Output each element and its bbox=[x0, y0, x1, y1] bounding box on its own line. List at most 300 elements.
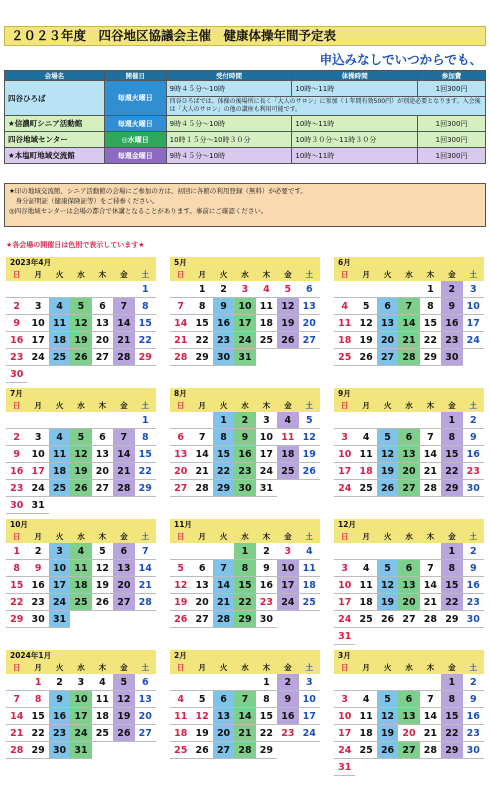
month-label: 8月 bbox=[170, 388, 320, 400]
day-cell: 3 bbox=[334, 691, 355, 708]
day-cell: 20 bbox=[170, 463, 191, 480]
weekday-label: 日 bbox=[170, 531, 191, 543]
weekday-label: 金 bbox=[113, 531, 134, 543]
venue-name: 四谷ひろば bbox=[5, 81, 105, 116]
weekday-label: 木 bbox=[420, 269, 441, 281]
day-cell: 28 bbox=[170, 349, 191, 366]
day-cell: 15 bbox=[191, 315, 212, 332]
month-label: 5月 bbox=[170, 257, 320, 269]
day-cell: 8 bbox=[27, 691, 48, 708]
day-cell: 31 bbox=[334, 628, 355, 645]
day-cell: 10 bbox=[299, 691, 320, 708]
day-cell: 23 bbox=[6, 349, 27, 366]
day-cell: 25 bbox=[334, 349, 355, 366]
day-cell: 26 bbox=[377, 480, 398, 497]
day-cell: 24 bbox=[334, 742, 355, 759]
day-cell: 9 bbox=[49, 691, 70, 708]
day-cell: 17 bbox=[277, 577, 298, 594]
empty-cell bbox=[170, 281, 191, 298]
weekday-label: 土 bbox=[299, 531, 320, 543]
day-cell: 26 bbox=[170, 611, 191, 628]
day-cell: 16 bbox=[6, 463, 27, 480]
day-cell: 24 bbox=[70, 725, 91, 742]
day-cell: 19 bbox=[377, 594, 398, 611]
day-cell: 17 bbox=[463, 315, 484, 332]
day-cell: 5 bbox=[377, 691, 398, 708]
day-cell: 11 bbox=[49, 315, 70, 332]
day-cell: 28 bbox=[234, 742, 255, 759]
day-cell: 17 bbox=[334, 725, 355, 742]
day-cell: 30 bbox=[27, 611, 48, 628]
day-cell: 13 bbox=[92, 446, 113, 463]
day-cell: 2 bbox=[49, 674, 70, 691]
day-cell: 14 bbox=[234, 708, 255, 725]
day-cell: 16 bbox=[234, 446, 255, 463]
day-cell: 3 bbox=[277, 543, 298, 560]
weekday-label: 月 bbox=[355, 269, 376, 281]
month-calendar bbox=[170, 650, 320, 759]
day-cell: 8 bbox=[6, 560, 27, 577]
weekday-label: 水 bbox=[398, 531, 419, 543]
day-cell: 15 bbox=[441, 577, 462, 594]
venue-day: 毎週金曜日 bbox=[104, 148, 166, 164]
day-cell: 28 bbox=[113, 480, 134, 497]
day-cell: 19 bbox=[299, 446, 320, 463]
exercise-time: 10時３０分～11時３０分 bbox=[292, 132, 418, 148]
month-calendar bbox=[6, 388, 156, 514]
day-cell: 8 bbox=[441, 429, 462, 446]
day-cell: 24 bbox=[334, 611, 355, 628]
month-label: 9月 bbox=[334, 388, 484, 400]
day-cell: 27 bbox=[398, 742, 419, 759]
day-cell: 27 bbox=[213, 742, 234, 759]
weekday-label: 火 bbox=[377, 531, 398, 543]
day-cell: 22 bbox=[191, 332, 212, 349]
day-cell: 26 bbox=[377, 742, 398, 759]
schedule-row bbox=[5, 148, 486, 164]
day-cell: 24 bbox=[334, 480, 355, 497]
day-cell: 2 bbox=[463, 412, 484, 429]
weekday-label: 月 bbox=[27, 400, 48, 412]
day-cell: 13 bbox=[213, 708, 234, 725]
day-cell: 28 bbox=[135, 594, 156, 611]
weekday-label: 月 bbox=[191, 269, 212, 281]
weekday-label: 日 bbox=[170, 269, 191, 281]
day-cell: 22 bbox=[135, 332, 156, 349]
col-venue: 会場名 bbox=[5, 71, 105, 81]
day-cell: 21 bbox=[420, 594, 441, 611]
weekday-label: 木 bbox=[420, 531, 441, 543]
venue-day: ◎水曜日 bbox=[104, 132, 166, 148]
day-cell: 9 bbox=[6, 315, 27, 332]
day-cell: 30 bbox=[234, 480, 255, 497]
day-cell: 12 bbox=[70, 315, 91, 332]
day-cell: 23 bbox=[256, 594, 277, 611]
empty-cell bbox=[355, 412, 376, 429]
weekday-label: 火 bbox=[49, 662, 70, 674]
day-cell: 8 bbox=[213, 429, 234, 446]
day-cell: 6 bbox=[377, 298, 398, 315]
weekday-label: 土 bbox=[135, 400, 156, 412]
empty-cell bbox=[113, 281, 134, 298]
month-label: 10月 bbox=[6, 519, 156, 531]
day-cell: 13 bbox=[92, 315, 113, 332]
empty-cell bbox=[334, 674, 355, 691]
day-cell: 2 bbox=[213, 281, 234, 298]
empty-cell bbox=[213, 674, 234, 691]
empty-cell bbox=[377, 674, 398, 691]
month-label: 6月 bbox=[334, 257, 484, 269]
weekday-label: 日 bbox=[170, 662, 191, 674]
day-cell: 16 bbox=[277, 708, 298, 725]
note-line: ★印の地域交流館、シニア活動館の会場にご参加の方は、初回に各館の利用登録（無料）が必要です。 bbox=[9, 187, 307, 195]
day-cell: 4 bbox=[70, 543, 91, 560]
day-cell: 12 bbox=[377, 708, 398, 725]
schedule-header-row bbox=[5, 71, 486, 81]
day-cell: 1 bbox=[191, 281, 212, 298]
day-cell: 14 bbox=[113, 446, 134, 463]
month-calendar bbox=[6, 519, 156, 628]
day-cell: 10 bbox=[234, 298, 255, 315]
day-cell: 5 bbox=[70, 298, 91, 315]
page-title: ２０２３年度 四谷地区協議会主催 健康体操年間予定表 bbox=[4, 26, 486, 46]
empty-cell bbox=[334, 543, 355, 560]
day-cell: 4 bbox=[355, 429, 376, 446]
venue-note: 四谷ひろばでは、体操の後場所に長く「大人のサロン」に参加（１年間有効500円）が別途必要となります。入会後は「大人のサロン」の他の講座も利用可能です。 bbox=[166, 97, 485, 116]
day-cell: 8 bbox=[420, 298, 441, 315]
day-cell: 6 bbox=[113, 543, 134, 560]
day-cell: 7 bbox=[113, 298, 134, 315]
weekday-label: 月 bbox=[191, 400, 212, 412]
day-cell: 26 bbox=[355, 349, 376, 366]
day-cell: 6 bbox=[398, 560, 419, 577]
day-cell: 15 bbox=[6, 577, 27, 594]
day-cell: 27 bbox=[92, 480, 113, 497]
day-cell: 21 bbox=[420, 725, 441, 742]
day-cell: 15 bbox=[256, 708, 277, 725]
day-cell: 25 bbox=[170, 742, 191, 759]
day-cell: 3 bbox=[299, 674, 320, 691]
day-cell: 20 bbox=[377, 332, 398, 349]
day-cell: 30 bbox=[463, 611, 484, 628]
day-cell: 30 bbox=[6, 497, 27, 514]
day-cell: 7 bbox=[420, 429, 441, 446]
month-label: 12月 bbox=[334, 519, 484, 531]
day-cell: 18 bbox=[355, 463, 376, 480]
day-cell: 21 bbox=[113, 332, 134, 349]
weekday-label: 土 bbox=[463, 269, 484, 281]
day-cell: 26 bbox=[70, 349, 91, 366]
weekday-label: 木 bbox=[420, 400, 441, 412]
day-cell: 22 bbox=[441, 725, 462, 742]
day-cell: 13 bbox=[113, 560, 134, 577]
exercise-time: 10時～11時 bbox=[292, 81, 418, 97]
weekday-label: 日 bbox=[6, 269, 27, 281]
month-calendar bbox=[6, 257, 156, 383]
day-cell: 29 bbox=[135, 480, 156, 497]
day-cell: 13 bbox=[191, 577, 212, 594]
empty-cell bbox=[398, 281, 419, 298]
day-cell: 18 bbox=[170, 725, 191, 742]
day-cell: 14 bbox=[135, 560, 156, 577]
weekday-label: 土 bbox=[135, 662, 156, 674]
day-cell: 26 bbox=[277, 332, 298, 349]
weekday-label: 木 bbox=[92, 400, 113, 412]
weekday-label: 水 bbox=[70, 400, 91, 412]
fee: 1回300円 bbox=[418, 132, 486, 148]
day-cell: 2 bbox=[27, 543, 48, 560]
weekday-label: 金 bbox=[441, 662, 462, 674]
day-cell: 21 bbox=[170, 332, 191, 349]
day-cell: 27 bbox=[191, 611, 212, 628]
month-calendar bbox=[170, 388, 320, 497]
day-cell: 9 bbox=[256, 560, 277, 577]
day-cell: 21 bbox=[6, 725, 27, 742]
notes-box bbox=[4, 183, 486, 227]
day-cell: 24 bbox=[299, 725, 320, 742]
day-cell: 28 bbox=[6, 742, 27, 759]
day-cell: 23 bbox=[463, 594, 484, 611]
day-cell: 10 bbox=[70, 691, 91, 708]
day-cell: 29 bbox=[441, 480, 462, 497]
day-cell: 2 bbox=[463, 543, 484, 560]
day-cell: 20 bbox=[398, 725, 419, 742]
weekday-label: 水 bbox=[398, 269, 419, 281]
empty-cell bbox=[355, 281, 376, 298]
day-cell: 18 bbox=[256, 315, 277, 332]
day-cell: 13 bbox=[398, 577, 419, 594]
day-cell: 22 bbox=[135, 463, 156, 480]
weekday-label: 金 bbox=[113, 662, 134, 674]
day-cell: 23 bbox=[277, 725, 298, 742]
day-cell: 7 bbox=[170, 298, 191, 315]
month-calendar bbox=[6, 650, 156, 759]
day-cell: 29 bbox=[213, 480, 234, 497]
empty-cell bbox=[377, 412, 398, 429]
day-cell: 22 bbox=[256, 725, 277, 742]
empty-cell bbox=[213, 543, 234, 560]
empty-cell bbox=[191, 543, 212, 560]
day-cell: 21 bbox=[398, 332, 419, 349]
day-cell: 10 bbox=[334, 708, 355, 725]
note-line: 身分証明証（健康保険証等）をご持参ください。 bbox=[9, 197, 159, 205]
weekday-label: 日 bbox=[334, 531, 355, 543]
day-cell: 23 bbox=[441, 332, 462, 349]
weekday-label: 火 bbox=[49, 531, 70, 543]
month-label: 2月 bbox=[170, 650, 320, 662]
day-cell: 1 bbox=[256, 674, 277, 691]
day-cell: 16 bbox=[441, 315, 462, 332]
day-cell: 11 bbox=[277, 429, 298, 446]
day-cell: 4 bbox=[355, 560, 376, 577]
day-cell: 29 bbox=[191, 349, 212, 366]
day-cell: 25 bbox=[70, 594, 91, 611]
month-label: 7月 bbox=[6, 388, 156, 400]
weekday-label: 金 bbox=[277, 400, 298, 412]
day-cell: 23 bbox=[234, 463, 255, 480]
day-cell: 23 bbox=[213, 332, 234, 349]
day-cell: 8 bbox=[441, 691, 462, 708]
day-cell: 19 bbox=[377, 463, 398, 480]
day-cell: 25 bbox=[49, 480, 70, 497]
day-cell: 30 bbox=[213, 349, 234, 366]
empty-cell bbox=[6, 412, 27, 429]
day-cell: 30 bbox=[441, 349, 462, 366]
empty-cell bbox=[398, 674, 419, 691]
day-cell: 10 bbox=[277, 560, 298, 577]
weekday-label: 月 bbox=[27, 269, 48, 281]
schedule-row bbox=[5, 81, 486, 97]
day-cell: 10 bbox=[334, 446, 355, 463]
day-cell: 13 bbox=[299, 298, 320, 315]
day-cell: 9 bbox=[234, 429, 255, 446]
day-cell: 24 bbox=[277, 594, 298, 611]
weekday-label: 土 bbox=[299, 662, 320, 674]
day-cell: 19 bbox=[377, 725, 398, 742]
weekday-label: 火 bbox=[377, 662, 398, 674]
day-cell: 12 bbox=[377, 446, 398, 463]
empty-cell bbox=[70, 281, 91, 298]
weekday-label: 水 bbox=[398, 400, 419, 412]
day-cell: 26 bbox=[191, 742, 212, 759]
day-cell: 12 bbox=[299, 429, 320, 446]
day-cell: 5 bbox=[377, 560, 398, 577]
month-label: 3月 bbox=[334, 650, 484, 662]
weekday-label: 金 bbox=[441, 400, 462, 412]
fee: 1回300円 bbox=[418, 116, 486, 132]
empty-cell bbox=[234, 674, 255, 691]
day-cell: 21 bbox=[135, 577, 156, 594]
day-cell: 7 bbox=[191, 429, 212, 446]
weekday-label: 土 bbox=[463, 531, 484, 543]
day-cell: 27 bbox=[170, 480, 191, 497]
day-cell: 24 bbox=[256, 463, 277, 480]
schedule-row bbox=[5, 116, 486, 132]
day-cell: 15 bbox=[441, 446, 462, 463]
day-cell: 16 bbox=[463, 446, 484, 463]
day-cell: 10 bbox=[27, 315, 48, 332]
venue-name: ★信濃町シニア活動館 bbox=[5, 116, 105, 132]
day-cell: 15 bbox=[135, 446, 156, 463]
day-cell: 17 bbox=[334, 463, 355, 480]
reception-time: 9時４５分～10時 bbox=[166, 148, 292, 164]
weekday-label: 水 bbox=[234, 662, 255, 674]
empty-cell bbox=[70, 412, 91, 429]
day-cell: 14 bbox=[113, 315, 134, 332]
day-cell: 8 bbox=[256, 691, 277, 708]
day-cell: 26 bbox=[70, 480, 91, 497]
day-cell: 25 bbox=[355, 480, 376, 497]
day-cell: 26 bbox=[113, 725, 134, 742]
month-label: 2024年1月 bbox=[6, 650, 156, 662]
day-cell: 5 bbox=[113, 674, 134, 691]
day-cell: 3 bbox=[234, 281, 255, 298]
day-cell: 26 bbox=[299, 463, 320, 480]
day-cell: 25 bbox=[277, 463, 298, 480]
day-cell: 15 bbox=[213, 446, 234, 463]
day-cell: 3 bbox=[463, 281, 484, 298]
day-cell: 6 bbox=[191, 560, 212, 577]
day-cell: 14 bbox=[420, 708, 441, 725]
day-cell: 26 bbox=[377, 611, 398, 628]
day-cell: 27 bbox=[377, 349, 398, 366]
day-cell: 18 bbox=[49, 332, 70, 349]
weekday-label: 日 bbox=[334, 662, 355, 674]
col-reception: 受付時間 bbox=[166, 71, 292, 81]
day-cell: 25 bbox=[92, 725, 113, 742]
month-calendar bbox=[170, 519, 320, 628]
weekday-label: 火 bbox=[49, 400, 70, 412]
weekday-label: 金 bbox=[113, 400, 134, 412]
day-cell: 3 bbox=[49, 543, 70, 560]
fee: 1回300円 bbox=[418, 148, 486, 164]
day-cell: 24 bbox=[234, 332, 255, 349]
day-cell: 4 bbox=[256, 281, 277, 298]
weekday-label: 日 bbox=[6, 662, 27, 674]
day-cell: 30 bbox=[6, 366, 27, 383]
day-cell: 7 bbox=[113, 429, 134, 446]
day-cell: 21 bbox=[213, 594, 234, 611]
day-cell: 28 bbox=[420, 480, 441, 497]
day-cell: 11 bbox=[355, 708, 376, 725]
day-cell: 20 bbox=[398, 463, 419, 480]
empty-cell bbox=[170, 543, 191, 560]
day-cell: 15 bbox=[27, 708, 48, 725]
day-cell: 20 bbox=[299, 315, 320, 332]
venue-day: 毎週火曜日 bbox=[104, 116, 166, 132]
weekday-label: 金 bbox=[441, 269, 462, 281]
day-cell: 5 bbox=[277, 281, 298, 298]
day-cell: 15 bbox=[441, 708, 462, 725]
day-cell: 10 bbox=[49, 560, 70, 577]
day-cell: 4 bbox=[92, 674, 113, 691]
weekday-label: 木 bbox=[92, 269, 113, 281]
day-cell: 17 bbox=[70, 708, 91, 725]
empty-cell bbox=[398, 412, 419, 429]
weekday-label: 金 bbox=[113, 269, 134, 281]
weekday-label: 日 bbox=[334, 400, 355, 412]
day-cell: 21 bbox=[420, 463, 441, 480]
weekday-label: 月 bbox=[27, 531, 48, 543]
empty-cell bbox=[92, 281, 113, 298]
day-cell: 31 bbox=[49, 611, 70, 628]
day-cell: 1 bbox=[135, 281, 156, 298]
day-cell: 2 bbox=[6, 298, 27, 315]
day-cell: 11 bbox=[92, 691, 113, 708]
month-calendar bbox=[334, 650, 484, 776]
day-cell: 13 bbox=[377, 315, 398, 332]
month-label: 2023年4月 bbox=[6, 257, 156, 269]
day-cell: 31 bbox=[256, 480, 277, 497]
weekday-label: 金 bbox=[441, 531, 462, 543]
day-cell: 20 bbox=[92, 332, 113, 349]
weekday-label: 日 bbox=[6, 400, 27, 412]
reception-time: 10時１５分～10時３０分 bbox=[166, 132, 292, 148]
weekday-label: 金 bbox=[277, 269, 298, 281]
day-cell: 5 bbox=[299, 412, 320, 429]
day-cell: 10 bbox=[334, 577, 355, 594]
day-cell: 17 bbox=[49, 577, 70, 594]
day-cell: 18 bbox=[299, 577, 320, 594]
day-cell: 8 bbox=[234, 560, 255, 577]
day-cell: 2 bbox=[277, 674, 298, 691]
day-cell: 26 bbox=[92, 594, 113, 611]
day-cell: 28 bbox=[420, 742, 441, 759]
day-cell: 6 bbox=[92, 298, 113, 315]
day-cell: 9 bbox=[6, 446, 27, 463]
day-cell: 12 bbox=[92, 560, 113, 577]
day-cell: 7 bbox=[6, 691, 27, 708]
